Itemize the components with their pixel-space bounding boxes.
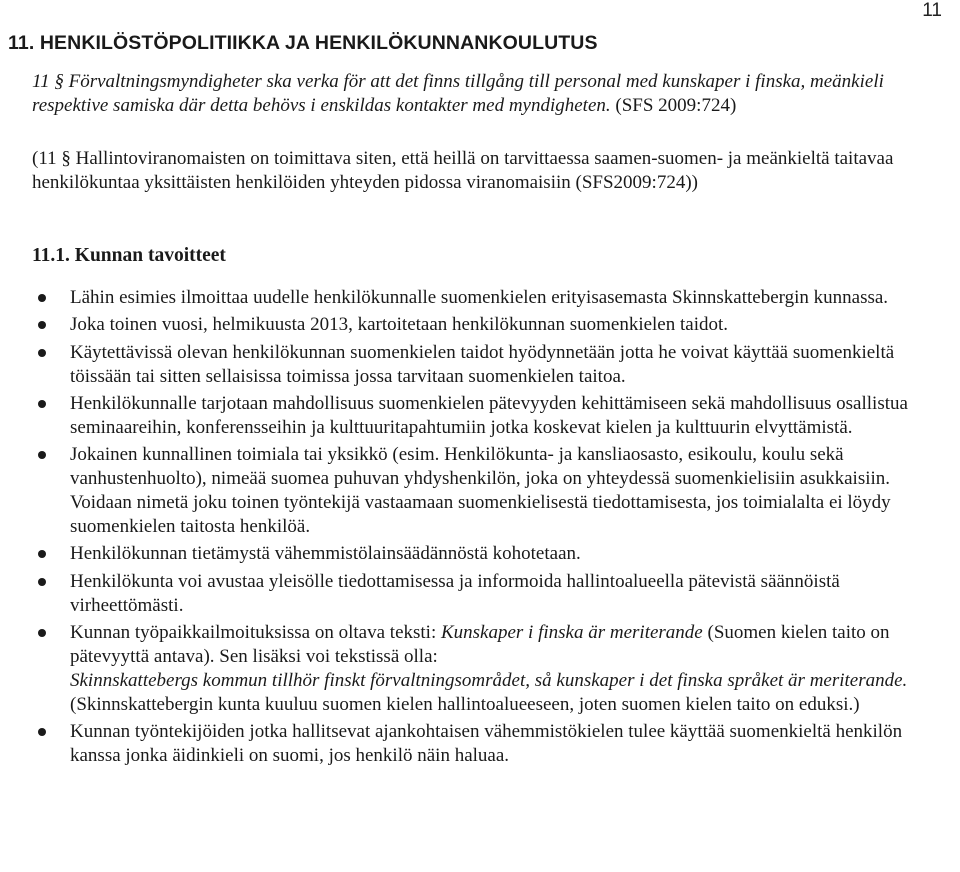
list-item-text: Henkilökunnan tietämystä vähemmistölainsäädännöstä kohotetaan. <box>70 543 581 565</box>
list-item-job-ad <box>0 621 960 717</box>
bullet-icon <box>38 578 46 586</box>
bullet-icon <box>38 629 46 637</box>
list-item-text: Käytettävissä olevan henkilökunnan suomenkielen taidot hyödynnetään jotta he voivat käyttää suomenkieltä töissään tai sitten sellaisissa toimissa jossa tarvitaan suomenkielen taitoa. <box>70 341 895 387</box>
list-item-text: Jokainen kunnallinen toimiala tai yksikkö (esim. Henkilökunta- ja kansliaosasto, esikoulu, koulu sekä vanhustenhuolto), nimeää suomea puhuvan yhdyshenkilön, joka on yhteydessä suomenkielisiin asukkaisiin. Voidaan nimetä joku toinen työntekijä vastaamaan suomenkielisestä tiedottamisesta, jos toimialalta ei löydy suomenkielen taitosta henkilöä. <box>70 444 891 538</box>
bullet-icon <box>38 451 46 459</box>
bullet-icon <box>38 294 46 302</box>
page-number: 11 <box>922 0 942 21</box>
bullet-icon <box>38 550 46 558</box>
list-item-text: Joka toinen vuosi, helmikuusta 2013, kartoitetaan henkilökunnan suomenkielen taidot. <box>70 314 729 336</box>
goals-list <box>0 286 960 772</box>
bullet-icon <box>38 728 46 736</box>
bullet-icon <box>38 349 46 357</box>
list-item <box>0 313 960 337</box>
section-heading: 11. HENKILÖSTÖPOLITIIKKA JA HENKILÖKUNNANKOULUTUS <box>8 32 598 54</box>
list-item-text: Kunnan työntekijöiden jotka hallitsevat ajankohtaisen vähemmistökielen tulee käyttää suomenkieltä henkilön kanssa jonka äidinkieli on suomi, jos henkilö näin haluaa. <box>70 721 903 767</box>
job-ad-required-phrase: Kunskaper i finska är meriterande <box>440 622 703 644</box>
law-reference: (SFS 2009:724) <box>610 95 737 116</box>
list-item-text: Henkilökunnalle tarjotaan mahdollisuus suomenkielen pätevyyden kehittämiseen sekä mahdollisuus osallistua seminaareihin, konferensseihin ja kulttuuritapahtumiin jotka koskevat kielen ja kulttuurin elvyttämistä. <box>70 392 908 438</box>
swedish-law-text: 11 § Förvaltningsmyndigheter ska verka för att det finns tillgång till personal med kunskaper i finska, meänkieli respektive samiska där detta behövs i enskildas kontakter med myndigheten. <box>32 71 884 116</box>
job-ad-intro-end: (Suomen kielen taito on pätevyyttä antava). Sen lisäksi voi tekstissä olla: <box>70 622 890 668</box>
list-item-text: Lähin esimies ilmoittaa uudelle henkilökunnalle suomenkielen erityisasemasta Skinnskattebergin kunnassa. <box>70 287 889 308</box>
list-item <box>0 443 960 539</box>
list-item <box>0 341 960 389</box>
list-item-text: Henkilökunta voi avustaa yleisölle tiedottamisessa ja informoida hallintoalueella pätevistä säännöistä virheettömästi. <box>70 570 840 616</box>
job-ad-intro: Kunnan työpaikkailmoituksissa on oltava teksti: <box>70 622 441 644</box>
swedish-law-paragraph <box>32 70 952 118</box>
list-item <box>0 286 960 310</box>
job-ad-swedish-text: Skinnskattebergs kommun tillhör finskt förvaltningsområdet, så kunskaper i det finska språket är meriterande. <box>70 670 908 692</box>
list-item <box>0 542 960 566</box>
subsection-heading: 11.1. Kunnan tavoitteet <box>32 245 226 266</box>
list-item <box>0 570 960 618</box>
bullet-icon <box>38 400 46 408</box>
list-item <box>0 392 960 440</box>
finnish-law-paragraph: (11 § Hallintoviranomaisten on toimittava siten, että heillä on tarvittaessa saamen-suomen- ja meänkieltä taitavaa henkilökuntaa yksittäisten henkilöiden yhteyden pidossa viranomaisiin (SFS2009:724)) <box>32 148 894 193</box>
list-item <box>0 720 960 768</box>
bullet-icon <box>38 321 46 329</box>
job-ad-translation: (Skinnskattebergin kunta kuuluu suomen kielen hallintoalueeseen, joten suomen kielen taito on eduksi.) <box>70 694 860 716</box>
